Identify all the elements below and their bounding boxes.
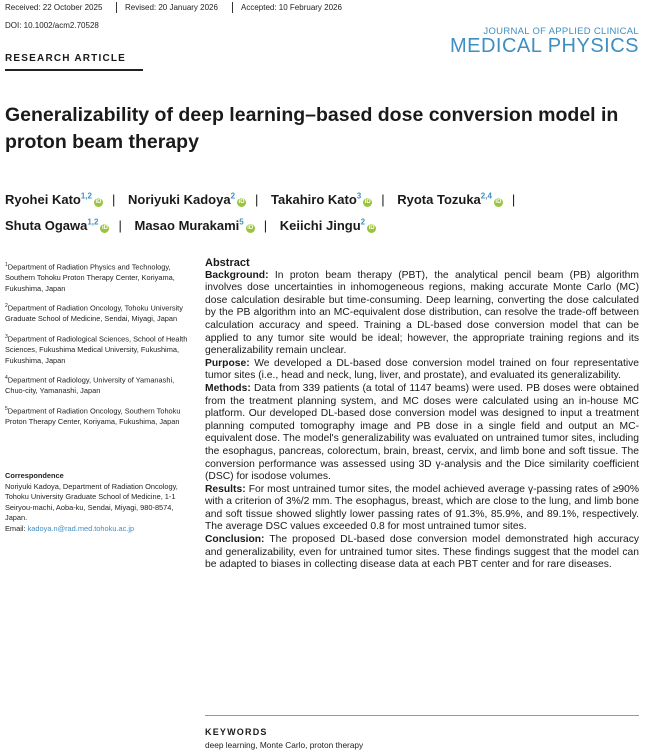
abstract-results: Results: For most untrained tumor sites, the model achieved average γ-passing rates of ≥90% with a criterion of 3%/2 mm. The esophagus, breast, which are close to the lung, and limb bone and soft tissue showed slightly lower passing rates of 91.3%, 85.9%, and 89.1%, respectively. The average DSC values exceeded 0.8 for most untrained tumor sites. [205,483,639,533]
email-link[interactable]: kadoya.n@rad.med.tohoku.ac.jp [27,523,135,533]
abstract-heading: Abstract [205,257,250,269]
author[interactable]: Ryota Tozuka$^{2,4}$iD [397,192,502,208]
doi[interactable]: DOI: 10.1002/acm2.70528 [5,21,99,30]
keywords-rule [205,715,639,716]
author-separator: | [118,217,122,233]
abstract-conclusion: Conclusion: The proposed DL-based dose conversion model demonstrated high accuracy and generalizability, even for untrained tumor sites. These findings suggest that the model can be adapted to biases in collecting disease data at each PBT center and for rare diseases. [205,534,639,571]
orcid-icon[interactable]: iD [364,199,371,206]
author-separator: | [111,192,116,208]
affiliation: $^2$Department of Radiation Oncology, Tohoku University Graduate School of Medicine, Sendai, Miyagi, Japan [5,303,183,324]
divider [116,2,117,13]
affiliation: $^5$Department of Radiation Oncology, Southern Tohoku Proton Therapy Center, Koriyama, Fukushima, Japan [5,405,181,426]
journal-name-line1: JOURNAL OF APPLIED CLINICAL [483,26,639,37]
abstract [205,257,639,572]
author-separator: | [255,192,259,208]
author[interactable]: Takahiro Kato$^3$iD [271,192,371,208]
abstract-methods: Methods: Data from 339 patients (a total of 1147 beams) were used. PB doses were obtained from the treatment planning system, and MC doses were calculated using an in-house MC platform. Our developed DL-based dose conversion model was designed to input a treatment planning computed tomography image and PB dose in a single field and output an MC-equivalent dose. The model's generalizability was evaluated on untrained tumor sites, including the esophagus, pancreas, colorectum, brain, breast, cervix, and limb bone and soft tissue. The conversion performance was assessed using 3D γ-analysis and the Dice similarity coefficient (DSC) for isodose volumes. [205,382,639,483]
orcid-icon[interactable]: iD [495,199,502,206]
revised-date: Revised: 20 January 2026 [125,3,218,12]
author-separator: | [511,192,516,208]
author-separator: | [381,192,385,208]
orcid-icon[interactable]: iD [247,224,254,231]
keywords-heading: KEYWORDS [205,727,268,737]
author[interactable]: Ryohei Kato$^{1,2}$iD [5,192,102,208]
author[interactable]: Shuta Ogawa$^{1,2}$iD [5,217,108,233]
journal-name-line2: MEDICAL PHYSICS [449,35,639,57]
article-history-bar [0,0,645,14]
affiliation: $^3$Department of Radiological Sciences, School of Health Sciences, Fukushima Medical University, Fukushima, Fukushima, Japan [5,333,188,365]
author-separator: | [263,217,268,233]
journal-logo [450,26,639,56]
orcid-icon[interactable]: iD [95,199,102,206]
correspondence-address: Noriyuki Kadoya, Department of Radiation Oncology, Tohoku University Graduate School of Medicine, 1-1 Seiryou-machi, Aoba-ku, Sendai, Miyagi, 980-8574, Japan. [5,481,178,523]
affiliations [5,260,195,434]
correspondence [5,471,195,535]
correspondence-heading: Correspondence [5,471,64,480]
accepted-date: Accepted: 10 February 2026 [241,3,342,12]
abstract-purpose: Purpose: We developed a DL-based dose conversion model trained on four representative tumor sites (i.e., head and neck, lung, liver, and prostate), and evaluated its generalizability. [205,357,639,382]
received-date: Received: 22 October 2025 [5,3,103,12]
author[interactable]: Keiichi Jingu$^2$iD [279,217,375,233]
orcid-icon[interactable]: iD [368,224,375,231]
affiliation: $^1$Department of Radiation Physics and Technology, Southern Tohoku Proton Therapy Center, Koriyama, Fukushima, Japan [5,262,175,293]
correspondence-email-line: Email: kadoya.n@rad.med.tohoku.ac.jp [5,523,135,533]
author-list [5,186,640,237]
divider [232,2,233,13]
article-type-rule [5,69,143,71]
author[interactable]: Noriyuki Kadoya$^2$iD [127,192,245,208]
affiliation: $^4$Department of Radiology, University of Yamanashi, Chuo-city, Yamanashi, Japan [5,375,175,396]
orcid-icon[interactable]: iD [238,199,245,206]
keywords-list: deep learning, Monte Carlo, proton therapy [205,740,364,750]
article-title: Generalizability of deep learning–based dose conversion model in proton beam therapy [5,104,619,153]
article-type: RESEARCH ARTICLE [5,53,127,64]
orcid-icon[interactable]: iD [101,224,108,231]
abstract-background: Background: In proton beam therapy (PBT), the analytical pencil beam (PB) algorithm involves dose uncertainties in inhomogeneous regions, making accurate Monte Carlo (MC) dose calculation desirable but time-consuming. Deep learning, converting the dose calculated by the PB algorithm into an MC-equivalent dose distribution, can resolve the trade-off between calculation accuracy and speed. Training a DL-based dose conversion model that can be applied to any tumor site would be ideal; however, the appropriate training regions and its generalizability remain unclear. [205,269,639,357]
author[interactable]: Masao Murakami$^5$iD [134,217,254,233]
